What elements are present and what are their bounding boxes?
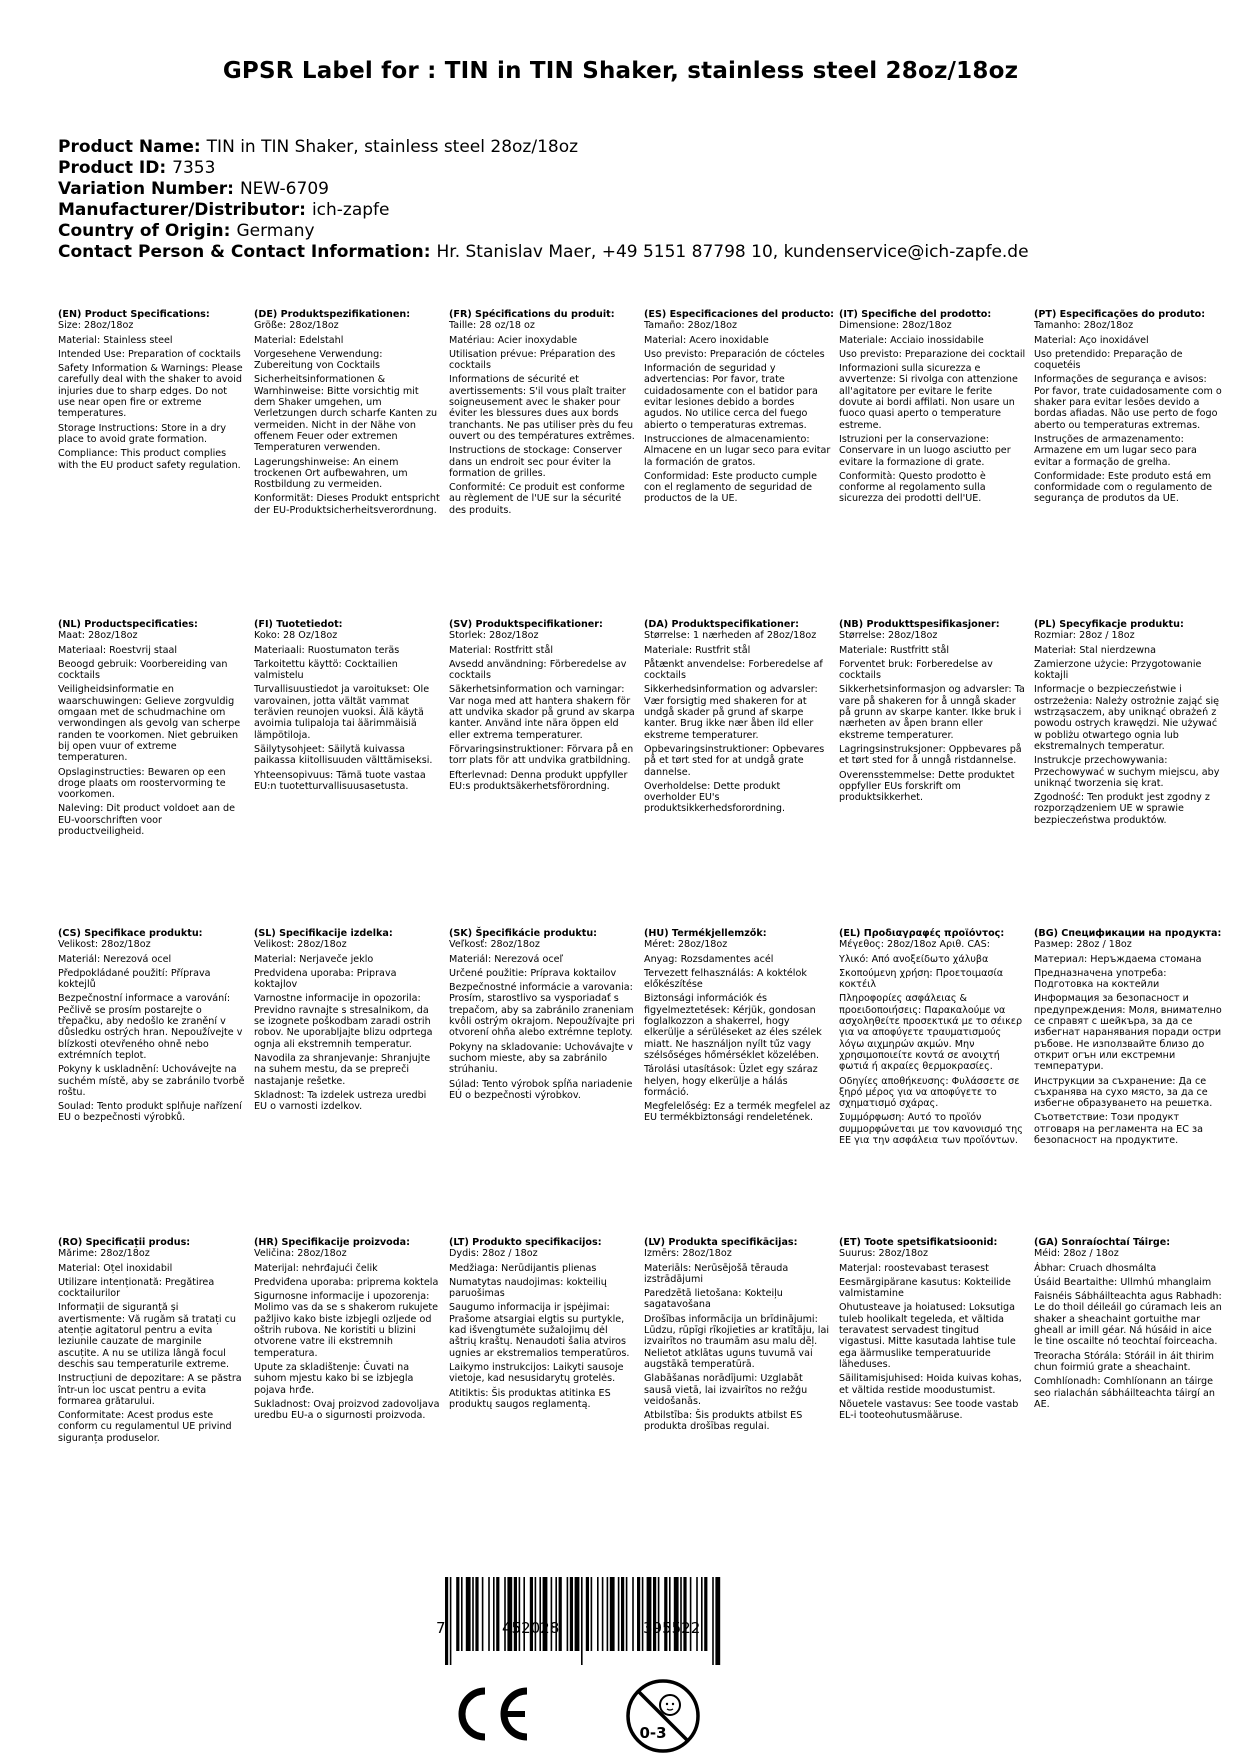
spec-section-text: Tamaño: 28oz/18oz xyxy=(644,320,738,332)
spec-section-heading: (SK) Špecifikácie produktu: xyxy=(449,928,598,939)
spec-section-text: Yhteensopivuus: Tämä tuote vastaa EU:n tuotetturvallisuusasetusta. xyxy=(254,769,426,792)
barcode-bar xyxy=(683,1577,686,1651)
spec-section-text: Izmērs: 28oz/18oz xyxy=(644,1248,732,1260)
barcode-bar xyxy=(642,1577,644,1651)
spec-section-text: Materiał: Stal nierdzewna xyxy=(1034,644,1157,656)
spec-section-text: Méid: 28oz / 18oz xyxy=(1034,1248,1119,1260)
spec-section-heading: (NL) Productspecificaties: xyxy=(58,619,198,630)
spec-section-text: Overholdelse: Dette produkt overholder EU's produktsikkerhedsforordning. xyxy=(644,780,786,815)
spec-section-text: Größe: 28oz/18oz xyxy=(254,320,339,332)
spec-section-text: Sicherheitsinformationen & Warnhinweise: Bitte vorsichtig mit dem Shaker umgehen, um Verletzungen durch scharfe Kanten zu vermeiden. Nicht in der Nähe von offenem Feuer oder extremen Temperaturen verwenden. xyxy=(254,374,438,454)
spec-section-text: Μέγεθος: 28oz/18oz Αριθ. CAS: xyxy=(839,939,990,951)
spec-section-text: Uso previsto: Preparación de cócteles xyxy=(644,348,825,360)
spec-section xyxy=(58,1237,246,1447)
spec-section-text: Tárolási utasítások: Üzlet egy száraz helyen, hogy elkerülje a hálás formáció. xyxy=(644,1064,818,1098)
info-label: Product ID: xyxy=(58,158,167,178)
spec-section-text: Material: Nerjaveče jeklo xyxy=(254,953,374,965)
spec-section-text: Предназначена употреба: Подготовка на коктейли xyxy=(1034,967,1167,991)
spec-section-text: Materiale: Rustfrit stål xyxy=(644,644,751,656)
barcode-bar xyxy=(482,1577,484,1651)
spec-section-text: Atitiktis: Šis produktas atitinka ES produktų saugos reglamentą. xyxy=(449,1387,611,1410)
spec-section-text: Mărime: 28oz/18oz xyxy=(58,1248,150,1260)
not-for-children-0-3-icon xyxy=(624,1677,702,1755)
spec-section-text: Lagerungshinweise: An einem trockenen Ort aufbewahren, um Rostbildung zu vermeiden. xyxy=(254,456,408,491)
spec-section-text: Ábhar: Cruach dhosmálta xyxy=(1034,1262,1157,1274)
spec-section xyxy=(1034,619,1222,829)
spec-section-text: Υλικό: Από ανοξείδωτο χάλυβα xyxy=(839,953,989,965)
spec-section-text: Материал: Неръждаема стомана xyxy=(1034,953,1202,965)
barcode-bar xyxy=(575,1577,580,1651)
info-value: NEW-6709 xyxy=(239,179,329,199)
spec-section-text: Säilytysohjeet: Säilytä kuivassa paikassa kiitollisuuden välttämiseksi. xyxy=(254,743,433,767)
spec-section-text: Veiligheidsinformatie en waarschuwingen: Gelieve zorgvuldig omgaan met de schudmachine om verwondingen als gevolg van scherpe randen te voorkomen. Niet gebruiken bij open vuur of extreme temperaturen. xyxy=(58,684,241,764)
barcode-bar xyxy=(597,1577,599,1651)
spec-section-text: Předpokládané použití: Příprava koktejlů xyxy=(58,967,211,991)
spec-section-text: Sikkerhedsinformation og advarsler: Vær forsigtig med shakeren for at undgå skader på grund af skarpe kanter. Brug ikke nær åben ild eller ekstreme temperaturer. xyxy=(644,684,818,741)
barcode-bar xyxy=(618,1577,620,1651)
spec-section-text: Určené použitie: Príprava koktailov xyxy=(449,967,617,979)
info-label: Contact Person & Contact Information: xyxy=(58,242,431,262)
spec-section-text: Treoracha Stórála: Stóráil in áit thirim chun foirmiú grate a sheachaint. xyxy=(1034,1350,1214,1373)
spec-section-heading: (LV) Produkta specifikācijas: xyxy=(644,1237,798,1248)
spec-section xyxy=(254,309,442,519)
info-value: Germany xyxy=(236,221,315,241)
spec-section-text: Istruzioni per la conservazione: Conservare in un luogo asciutto per evitare la formazione di grate. xyxy=(839,433,1011,468)
spec-section-text: Materiaali: Ruostumaton teräs xyxy=(254,644,400,656)
spec-section-text: Material: Edelstahl xyxy=(254,334,344,346)
spec-section-text: Compliance: This product complies with the EU product safety regulation. xyxy=(58,448,241,471)
spec-section-text: Informações de segurança e avisos: Por favor, trate cuidadosamente com o shaker para evitar lesões devido a bordas afiadas. Não use perto de fogo aberto ou temperaturas extremas. xyxy=(1034,374,1222,431)
spec-section-text: Säilitamisjuhised: Hoida kuivas kohas, et vältida restide moodustumist. xyxy=(839,1373,1022,1396)
barcode-bar xyxy=(466,1577,471,1651)
info-value: 7353 xyxy=(172,158,216,178)
spec-section-text: Pokyny k uskladnění: Uchovávejte na suchém místě, aby se zabránilo tvorbě roštu. xyxy=(58,1064,245,1098)
barcode-bar xyxy=(621,1577,624,1651)
spec-section-text: Conformidad: Este producto cumple con el reglamento de seguridad de productos de la UE. xyxy=(644,470,817,505)
barcode-bar xyxy=(602,1577,604,1651)
spec-section-text: Taille: 28 oz/18 oz xyxy=(449,320,535,332)
spec-section-text: Faisnéis Sábháilteachta agus Rabhadh: Le do thoil déileáil go cúramach leis an shaker a sheachaint gortuithe mar gheall ar imill géar. Ná húsáid in aice le tine oscailte nó teochtaí foirceacha. xyxy=(1034,1291,1222,1348)
spec-section-text: Påtænkt anvendelse: Forberedelse af cocktails xyxy=(644,658,823,682)
spec-section-text: Predvidena uporaba: Priprava koktajlov xyxy=(254,967,397,991)
barcode-bar xyxy=(559,1577,562,1651)
spec-section-text: Utilisation prévue: Préparation des cocktails xyxy=(449,348,616,372)
spec-section-text: Conformité: Ce produit est conforme au règlement de l'UE sur la sécurité des produits. xyxy=(449,482,625,516)
barcode-bar xyxy=(504,1577,506,1651)
spec-section-text: Sukladnost: Ovaj proizvod zadovoljava uredbu EU-a o sigurnosti proizvoda. xyxy=(254,1398,440,1422)
spec-section-text: Vorgesehene Verwendung: Zubereitung von Cocktails xyxy=(254,348,383,372)
spec-section-text: Megfelelőség: Ez a termék megfelel az EU termékbiztonsági rendeletének. xyxy=(644,1101,831,1124)
spec-section-text: Saugumo informacija ir įspėjimai: Prašome atsargiai elgtis su purtykle, kad išvengtumėte sužalojimų dėl aštrių kraštų. Nenaudoti šalia atviros ugnies ar ekstremalios temperatūros. xyxy=(449,1302,630,1359)
barcode-bar xyxy=(507,1577,512,1651)
spec-section xyxy=(58,928,246,1127)
spec-section-text: Konformität: Dieses Produkt entspricht der EU-Produktsicherheitsverordnung. xyxy=(254,493,440,516)
spec-section-text: Suurus: 28oz/18oz xyxy=(839,1248,929,1260)
spec-section-text: Atbilstība: Šis produkts atbilst ES produkta drošības regulai. xyxy=(644,1410,803,1433)
barcode-bar xyxy=(567,1577,569,1651)
spec-section xyxy=(1034,309,1222,508)
spec-section xyxy=(449,928,637,1104)
spec-section-text: Informazioni sulla sicurezza e avvertenze: Si rivolga con attenzione all'agitatore per evitare le ferite dovute ai bordi affilati. Non usare un fuoco quasi aperto o temperature estreme. xyxy=(839,363,1018,431)
spec-section xyxy=(449,309,637,519)
spec-section-text: Conformitate: Acest produs este conform cu regulamentul UE privind siguranța produselor. xyxy=(58,1410,232,1444)
spec-section xyxy=(644,619,832,818)
spec-section xyxy=(449,619,637,795)
product-info xyxy=(58,137,1029,263)
spec-section-text: Съответствие: Този продукт отговаря на регламента на ЕС за безопасност на продуктите. xyxy=(1034,1112,1203,1147)
spec-section-text: Conformidade: Este produto está em conformidade com o regulamento de segurança de produtos da UE. xyxy=(1034,470,1213,505)
barcode-bar xyxy=(551,1577,553,1651)
spec-section-text: Glabāšanas norādījumi: Uzglabāt sausā vietā, lai izvairītos no režģu veidošanās. xyxy=(644,1373,808,1407)
spec-section-heading: (SL) Specifikacije izdelka: xyxy=(254,928,393,939)
spec-section-text: Størrelse: 28oz/18oz xyxy=(839,630,938,642)
spec-section-text: Uso previsto: Preparazione dei cocktail xyxy=(839,348,1026,360)
barcode-bar xyxy=(696,1577,698,1651)
barcode-bar xyxy=(680,1577,682,1651)
spec-section-text: Overensstemmelse: Dette produktet oppfyller EUs forskrift om produktsikkerhet. xyxy=(839,769,1015,804)
spec-section-heading: (CS) Specifikace produktu: xyxy=(58,928,203,939)
spec-section-text: Eesmärgipärane kasutus: Kokteilide valmistamine xyxy=(839,1276,1011,1300)
info-label: Country of Origin: xyxy=(58,221,231,241)
barcode-bar xyxy=(523,1577,525,1651)
spec-section-text: Upute za skladištenje: Čuvati na suhom mjestu kako bi se izbjegla pojava hrđe. xyxy=(254,1361,414,1396)
spec-section-text: Efterlevnad: Denna produkt uppfyller EU:s produktsäkerhetsförordning. xyxy=(449,769,628,792)
info-row xyxy=(58,200,1029,221)
barcode-digits-right: 395522 xyxy=(643,1619,701,1637)
barcode-bar xyxy=(519,1577,521,1651)
spec-section xyxy=(254,619,442,795)
barcode-digit-left: 7 xyxy=(436,1619,446,1637)
info-label: Product Name: xyxy=(58,137,201,157)
spec-section-text: Instructions de stockage: Conserver dans un endroit sec pour éviter la formation de grilles. xyxy=(449,445,622,479)
barcode-bar xyxy=(535,1577,537,1651)
spec-section-text: Forventet bruk: Forberedelse av cocktails xyxy=(839,658,993,682)
spec-section-heading: (BG) Спецификации на продукта: xyxy=(1034,928,1222,939)
spec-section xyxy=(839,928,1027,1149)
spec-section-text: Ohutusteave ja hoiatused: Loksutiga tuleb hoolikalt tegeleda, et vältida teravatest servadest tingitud vigastusi. Mitte kasutada lahtise tule ega äärmuslike temperatuuride läheduses. xyxy=(839,1302,1016,1370)
spec-section xyxy=(839,309,1027,508)
barcode-bar xyxy=(472,1577,474,1651)
spec-section-heading: (DE) Produktspezifikationen: xyxy=(254,309,411,320)
barcode-bar xyxy=(690,1577,692,1651)
spec-section-text: Sikkerhetsinformasjon og advarsler: Ta vare på shakeren for å unngå skader på grunn av skarpe kanter. Ikke bruk i nærheten av åpen brann eller ekstreme temperaturer. xyxy=(839,684,1025,741)
spec-section-text: Tervezett felhasználás: A koktélok előkészítése xyxy=(644,967,807,991)
spec-section-text: Materijal: nehrđajući čelik xyxy=(254,1262,378,1274)
barcode-digits-middle: 452028 xyxy=(502,1619,560,1637)
spec-section-text: Maat: 28oz/18oz xyxy=(58,630,138,642)
spec-section-text: Materiál: Nerezová oceľ xyxy=(449,953,564,965)
info-row xyxy=(58,242,1029,263)
spec-section-text: Materiale: Rustfritt stål xyxy=(839,644,950,656)
spec-section-heading: (EL) Προδιαγραφές προϊόντος: xyxy=(839,928,1005,939)
spec-section-text: Sigurnosne informacije i upozorenja: Molimo vas da se s shakerom rukujete pažljivo kako biste izbjegli ozljede od oštrih rubova. Ne koristiti u blizini otvorene vatre ili ekstremnih temperatura. xyxy=(254,1291,439,1359)
spec-section-text: Opslaginstructies: Bewaren op een droge plaats om roostervorming te voorkomen. xyxy=(58,766,226,801)
spec-section-text: Opbevaringsinstruktioner: Opbevares på et tørt sted for at undgå grate dannelse. xyxy=(644,743,825,778)
spec-section-text: Storlek: 28oz/18oz xyxy=(449,630,539,642)
spec-section-text: Méret: 28oz/18oz xyxy=(644,939,728,951)
spec-section-text: Dimensione: 28oz/18oz xyxy=(839,320,952,332)
spec-section-heading: (GA) Sonraíochtaí Táirge: xyxy=(1034,1237,1171,1248)
spec-section-text: Información de seguridad y advertencias: Por favor, trate cuidadosamente con el batidor para evitar lesiones debido a bordes agudos. No utilice cerca del fuego abierto o temperaturas extremas. xyxy=(644,363,818,431)
spec-section xyxy=(449,1237,637,1413)
spec-section-text: Beoogd gebruik: Voorbereiding van cocktails xyxy=(58,658,228,682)
barcode-bar xyxy=(461,1577,463,1651)
barcode-bar xyxy=(493,1577,495,1651)
barcode-bar xyxy=(658,1577,660,1651)
spec-section-text: Utilizare intenționată: Pregătirea cocktailurilor xyxy=(58,1276,215,1300)
spec-section-text: Material: Acero inoxidable xyxy=(644,334,769,346)
barcode-bar xyxy=(488,1577,490,1651)
barcode-bar xyxy=(514,1577,517,1651)
spec-section-text: Biztonsági információk és figyelmeztetések: Kérjük, gondosan foglalkozzon a shakerrel, hogy elkerülje a sérüléseket az éles szélek miatt. Ne használjon nyílt tűz vagy szélsőséges hőmérséklet közelében. xyxy=(644,993,822,1061)
barcode-bar xyxy=(570,1577,573,1651)
spec-section-text: Tamanho: 28oz/18oz xyxy=(1034,320,1134,332)
spec-section-text: Lagringsinstruksjoner: Oppbevares på et tørt sted for å unngå ristdannelse. xyxy=(839,743,1022,767)
spec-section-text: Dydis: 28oz / 18oz xyxy=(449,1248,538,1260)
spec-section-text: Informacje o bezpieczeństwie i ostrzeżenia: Należy ostrożnie zająć się wstrząsaczem, aby uniknąć obrażeń z powodu ostrych krawędzi. Nie używać w pobliżu otwartego ognia lub ekstremalnych temperatur. xyxy=(1034,684,1220,752)
spec-section-heading: (FR) Spécifications du produit: xyxy=(449,309,615,320)
spec-section-text: Zgodność: Ten produkt jest zgodny z rozporządzeniem UE w sprawie bezpieczeństwa produktów. xyxy=(1034,792,1210,826)
spec-section-text: Safety Information & Warnings: Please carefully deal with the shaker to avoid injuries due to sharp edges. Do not use near open fire or extreme temperatures. xyxy=(58,363,243,420)
spec-section xyxy=(644,1237,832,1436)
barcode-bar xyxy=(712,1577,714,1665)
spec-section-text: Размер: 28oz / 18oz xyxy=(1034,939,1132,951)
info-value: ich-zapfe xyxy=(311,200,390,220)
spec-section-text: Conformità: Questo prodotto è conforme al regolamento sulla sicurezza dei prodotti dell'UE. xyxy=(839,470,986,505)
barcode-bar xyxy=(555,1577,557,1651)
barcode-bar xyxy=(674,1577,679,1651)
spec-section-text: Uso pretendido: Preparação de coquetéis xyxy=(1034,348,1183,372)
spec-section-heading: (IT) Specifiche del prodotto: xyxy=(839,309,992,320)
spec-section-heading: (RO) Specificații produs: xyxy=(58,1237,191,1248)
spec-section-text: Säkerhetsinformation och varningar: Var noga med att hantera shakern för att undvika skador på grund av skarpa kanter. Använd inte nära öppen eld eller extrema temperaturer. xyxy=(449,684,635,741)
barcode-bar xyxy=(475,1577,478,1651)
spec-section-text: Numatytas naudojimas: kokteilių paruošimas xyxy=(449,1276,607,1300)
spec-section-text: Veličina: 28oz/18oz xyxy=(254,1248,347,1260)
spec-section-text: Informații de siguranță și avertismente: Vă rugăm să tratați cu atenție agitatorul pentru a evita leziunile cauzate de marginile ascuțite. A nu se utiliza lângă focul deschis sau temperaturile extreme. xyxy=(58,1302,236,1370)
barcode-bar xyxy=(543,1577,548,1651)
spec-section-text: Material: Oțel inoxidabil xyxy=(58,1262,173,1274)
spec-section-text: Anyag: Rozsdamentes acél xyxy=(644,953,774,965)
barcode-bar xyxy=(626,1577,628,1651)
barcode-bar xyxy=(653,1577,656,1651)
spec-section xyxy=(839,619,1027,806)
spec-section-text: Οδηγίες αποθήκευσης: Φυλάσσετε σε ξηρό μέρος για να αποφύγετε το σχηματισμό σχάρας. xyxy=(839,1075,1020,1110)
ce-mark-icon xyxy=(449,1685,533,1743)
info-label: Manufacturer/Distributor: xyxy=(58,200,306,220)
barcode-bar xyxy=(539,1577,541,1651)
spec-section-text: Úsáid Beartaithe: Ullmhú mhanglaim xyxy=(1034,1276,1212,1288)
spec-section xyxy=(1034,928,1222,1149)
spec-section xyxy=(644,309,835,508)
spec-section-text: Drošības informācija un brīdinājumi: Lūdzu, rūpīgi rīkojieties ar kratītāju, lai izvairītos no traumām asu malu dēļ. Nelietot atklātas uguns tuvumā vai augstākā temperatūrā. xyxy=(644,1313,829,1370)
spec-section-heading: (HU) Termékjellemzők: xyxy=(644,928,767,939)
spec-section xyxy=(254,928,442,1115)
info-value: Hr. Stanislav Maer, +49 5151 87798 10, kundenservice@ich-zapfe.de xyxy=(436,242,1029,262)
spec-section-text: Comhlíonadh: Comhlíonann an táirge seo rialachán sábháilteachta táirgí an AE. xyxy=(1034,1376,1215,1410)
barcode-bar xyxy=(530,1577,533,1651)
svg-text:0-3: 0-3 xyxy=(639,1724,667,1742)
spec-section xyxy=(58,309,246,474)
page-title: GPSR Label for : TIN in TIN Shaker, stainless steel 28oz/18oz xyxy=(222,58,1019,84)
spec-section-text: Tarkoitettu käyttö: Cocktailien valmistelu xyxy=(254,658,398,682)
info-row xyxy=(58,158,1029,179)
info-label: Variation Number: xyxy=(58,179,234,199)
spec-section xyxy=(254,1237,442,1424)
barcode-bar xyxy=(610,1577,615,1651)
spec-section-text: Materiál: Nerezová ocel xyxy=(58,953,172,965)
spec-section-text: Storage Instructions: Store in a dry place to avoid grate formation. xyxy=(58,422,227,445)
barcode-bar xyxy=(591,1577,593,1651)
spec-section-text: Material: Rostfritt stål xyxy=(449,644,553,656)
spec-section-text: Rozmiar: 28oz / 18oz xyxy=(1034,630,1135,642)
spec-section-text: Συμμόρφωση: Αυτό το προϊόν συμμορφώνεται με τον κανονισμό της ΕΕ για την ασφάλεια των προϊόντων. xyxy=(839,1112,1023,1147)
barcode-bar xyxy=(607,1577,609,1651)
spec-section-text: Инструкции за съхранение: Да се съхранява на сухо място, за да се избегне образуването на решетка. xyxy=(1034,1075,1213,1110)
barcode-bar xyxy=(581,1577,583,1665)
spec-section xyxy=(1034,1237,1222,1413)
info-value: TIN in TIN Shaker, stainless steel 28oz/18oz xyxy=(206,137,579,157)
spec-section-text: Informations de sécurité et avertissements: S'il vous plaît traiter soigneusement avec le shaker pour éviter les blessures dues aux bords tranchants. Ne pas utiliser près du feu ouvert ou des températures extrêmes. xyxy=(449,374,635,442)
spec-section xyxy=(839,1237,1027,1424)
spec-section-heading: (PL) Specyfikacje produktu: xyxy=(1034,619,1184,630)
spec-section-text: Avsedd användning: Förberedelse av cocktails xyxy=(449,658,627,682)
spec-section-text: Súlad: Tento výrobok spĺňa nariadenie EÚ o bezpečnosti výrobkov. xyxy=(449,1078,633,1101)
spec-section-text: Koko: 28 Oz/18oz xyxy=(254,630,338,642)
spec-section-text: Информация за безопасност и предупреждения: Моля, внимателно се справят с шейкъра, за да се избегнат наранявания поради остри ръбове. Не използвайте близо до открит огън или екстремни температури. xyxy=(1034,993,1222,1073)
spec-section xyxy=(58,619,246,840)
spec-section-text: Velikost: 28oz/18oz xyxy=(58,939,151,951)
barcode-bar xyxy=(632,1577,634,1651)
spec-section-heading: (HR) Specifikacije proizvoda: xyxy=(254,1237,410,1248)
spec-section-text: Navodila za shranjevanje: Shranjujte na suhem mestu, da se prepreči nastajanje rešetke. xyxy=(254,1052,431,1087)
spec-section-text: Pokyny na skladovanie: Uchovávajte v suchom mieste, aby sa zabránilo strúhaniu. xyxy=(449,1041,633,1076)
spec-section-text: Bezpečnostní informace a varování: Pečlivě se prosím postarejte o třepačku, aby nedošlo ke zranění v důsledku ostrých hran. Nepoužívejte v blízkosti otevřeného ohně nebo extrémních teplot. xyxy=(58,993,243,1061)
spec-section-text: Förvaringsinstruktioner: Förvara på en torr plats för att undvika gratbildning. xyxy=(449,743,634,767)
spec-section-text: Nõuetele vastavus: See toode vastab EL-i tooteohutusmääruse. xyxy=(839,1398,1019,1422)
spec-section-text: Instruções de armazenamento: Armazene em um lugar seco para evitar a formação de grelha. xyxy=(1034,433,1197,468)
spec-section-heading: (DA) Produktspecifikationer: xyxy=(644,619,799,630)
spec-section-text: Zamierzone użycie: Przygotowanie koktajli xyxy=(1034,658,1202,682)
spec-section-text: Naleving: Dit product voldoet aan de EU-voorschriften voor productveiligheid. xyxy=(58,803,235,838)
barcode-bar xyxy=(664,1577,667,1651)
barcode-bar xyxy=(715,1577,720,1665)
barcode-bar xyxy=(586,1577,589,1651)
spec-section-heading: (FI) Tuotetiedot: xyxy=(254,619,343,630)
spec-section xyxy=(644,928,832,1127)
spec-section-text: Material: Stainless steel xyxy=(58,334,173,346)
barcode-bar xyxy=(637,1577,640,1651)
spec-section-heading: (NB) Produkttspesifikasjoner: xyxy=(839,619,1000,630)
spec-section-text: Soulad: Tento produkt splňuje nařízení EU o bezpečnosti výrobků. xyxy=(58,1101,242,1124)
info-row xyxy=(58,179,1029,200)
spec-section-text: Materiaal: Roestvrij staal xyxy=(58,644,178,656)
barcode-bar xyxy=(456,1577,459,1651)
spec-section-text: Bezpečnostné informácie a varovania: Prosím, starostlivo sa vysporiadať s trepačom, aby sa zabránilo zraneniam kvôli ostrým okrajom. Nepoužívajte pri otvorení ohňa alebo extrémne teploty. xyxy=(449,982,635,1039)
spec-section-text: Instrukcje przechowywania: Przechowywać w suchym miejscu, aby uniknąć tworzenia się krat. xyxy=(1034,755,1220,789)
spec-section-text: Skladnost: Ta izdelek ustreza uredbi EU o varnosti izdelkov. xyxy=(254,1089,427,1113)
spec-section-text: Medžiaga: Nerūdijantis plienas xyxy=(449,1262,597,1274)
spec-section-text: Varnostne informacije in opozorila: Previdno ravnajte s stresalnikom, da se izognete poškodbam zaradi ostrih robov. Ne uporabljajte blizu odprtega ognja ali ekstremnih temperatur. xyxy=(254,993,433,1050)
spec-section-text: Turvallisuustiedot ja varoitukset: Ole varovainen, jotta vältät vammat terävien reunojen vuoksi. Älä käytä avoimia tulipaloja tai äärimmäisiä lämpötiloja. xyxy=(254,684,430,741)
info-row xyxy=(58,137,1029,158)
spec-section-text: Materjal: roostevabast terasest xyxy=(839,1262,989,1274)
spec-section-text: Πληροφορίες ασφάλειας & προειδοποιήσεις: Παρακαλούμε να ασχοληθείτε προσεκτικά με το σέικερ για να αποφύγετε τραυματισμούς λόγω αιχμηρών ακμών. Μην χρησιμοποιείτε κοντά σε ανοιχτή φωτιά ή ακραίες θερμοκρασίες. xyxy=(839,993,1023,1073)
spec-section-text: Predviđena uporaba: priprema koktela xyxy=(254,1276,439,1288)
barcode-bar xyxy=(701,1577,703,1651)
spec-section-text: Laikymo instrukcijos: Laikyti sausoje vietoje, kad nesusidarytų grotelės. xyxy=(449,1361,624,1385)
spec-section-text: Materiale: Acciaio inossidabile xyxy=(839,334,984,346)
spec-section-text: Size: 28oz/18oz xyxy=(58,320,134,332)
spec-section-text: Størrelse: 1 nærheden af 28oz/18oz xyxy=(644,630,817,642)
spec-section-text: Materiāls: Nerūsējošā tērauda izstrādājumi xyxy=(644,1262,789,1285)
spec-section-heading: (PT) Especificações do produto: xyxy=(1034,309,1206,320)
spec-section-text: Velikost: 28oz/18oz xyxy=(254,939,347,951)
barcode-bar xyxy=(669,1577,671,1651)
barcode-bar xyxy=(647,1577,652,1651)
spec-section-text: Intended Use: Preparation of cocktails xyxy=(58,348,241,360)
spec-section-text: Veľkosť: 28oz/18oz xyxy=(449,939,540,951)
spec-section-heading: (ES) Especificaciones del producto: xyxy=(644,309,835,320)
barcode-bar xyxy=(704,1577,707,1651)
barcode-bar xyxy=(496,1577,499,1651)
spec-section-heading: (LT) Produkto specifikacijos: xyxy=(449,1237,602,1248)
spec-section-heading: (EN) Product Specifications: xyxy=(58,309,210,320)
spec-section-heading: (ET) Toote spetsifikatsioonid: xyxy=(839,1237,998,1248)
spec-section-text: Paredzētā lietošana: Kokteiļu sagatavošana xyxy=(644,1288,783,1311)
spec-section-text: Instrucciones de almacenamiento: Almacene en un lugar seco para evitar la formación de gratos. xyxy=(644,433,831,468)
spec-section-text: Σκοπούμενη χρήση: Προετοιμασία κοκτέιλ xyxy=(839,967,1004,991)
info-row xyxy=(58,221,1029,242)
spec-section-heading: (SV) Produktspecifikationer: xyxy=(449,619,603,630)
spec-section-text: Material: Aço inoxidável xyxy=(1034,334,1149,346)
spec-section-text: Instrucțiuni de depozitare: A se păstra într-un loc uscat pentru a evita formarea grătarului. xyxy=(58,1373,242,1407)
spec-section-text: Matériau: Acier inoxydable xyxy=(449,334,578,346)
barcode-bar xyxy=(450,1577,452,1665)
